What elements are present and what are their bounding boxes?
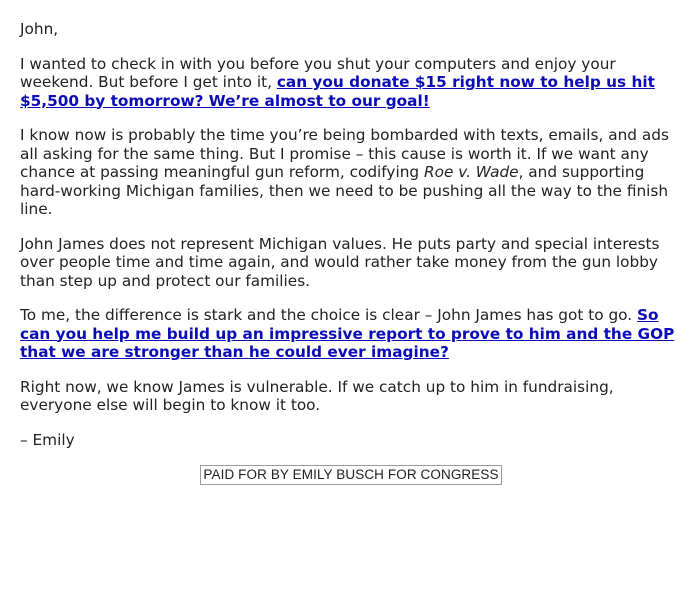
paragraph-check-in-text: I wanted to check in with you before you shut your computers and enjoy your weekend. But before I get into it,	[20, 54, 616, 91]
paragraph-cause-text-after: , and supporting hard-working Michigan families, then we need to be pushing all the way to the finish line.	[20, 163, 669, 218]
paragraph-choice	[20, 306, 682, 362]
footer	[20, 465, 682, 485]
greeting: John,	[20, 20, 59, 38]
roe-v-wade-emphasis: Roe v. Wade	[424, 163, 519, 181]
paid-for-disclaimer: PAID FOR BY EMILY BUSCH FOR CONGRESS	[200, 465, 501, 485]
signature: – Emily	[20, 430, 75, 449]
paragraph-john-james: John James does not represent Michigan values. He puts party and special interests over people time and time again, and would rather take money from the gun lobby than step up and protect our families.	[20, 234, 660, 290]
build-report-link[interactable]: So can you help me build up an impressive report to prove to him and the GOP that we are stronger than he could ever imagine?	[20, 306, 675, 361]
paragraph-cause	[20, 126, 682, 219]
donate-15-link[interactable]: can you donate $15 right now to help us hit $5,500 by tomorrow? We’re almost to our goal!	[20, 73, 655, 110]
paragraph-cause-text-before: I know now is probably the time you’re being bombarded with texts, emails, and ads all asking for the same thing. But I promise – this cause is worth it. If we want any chance at passing meaningful gun reform, codifying	[20, 126, 669, 181]
paragraph-vulnerable: Right now, we know James is vulnerable. If we catch up to him in fundraising, everyone else will begin to know it too.	[20, 377, 614, 414]
paragraph-choice-text: To me, the difference is stark and the choice is clear – John James has got to go.	[20, 306, 637, 324]
paragraph-check-in	[20, 55, 682, 111]
